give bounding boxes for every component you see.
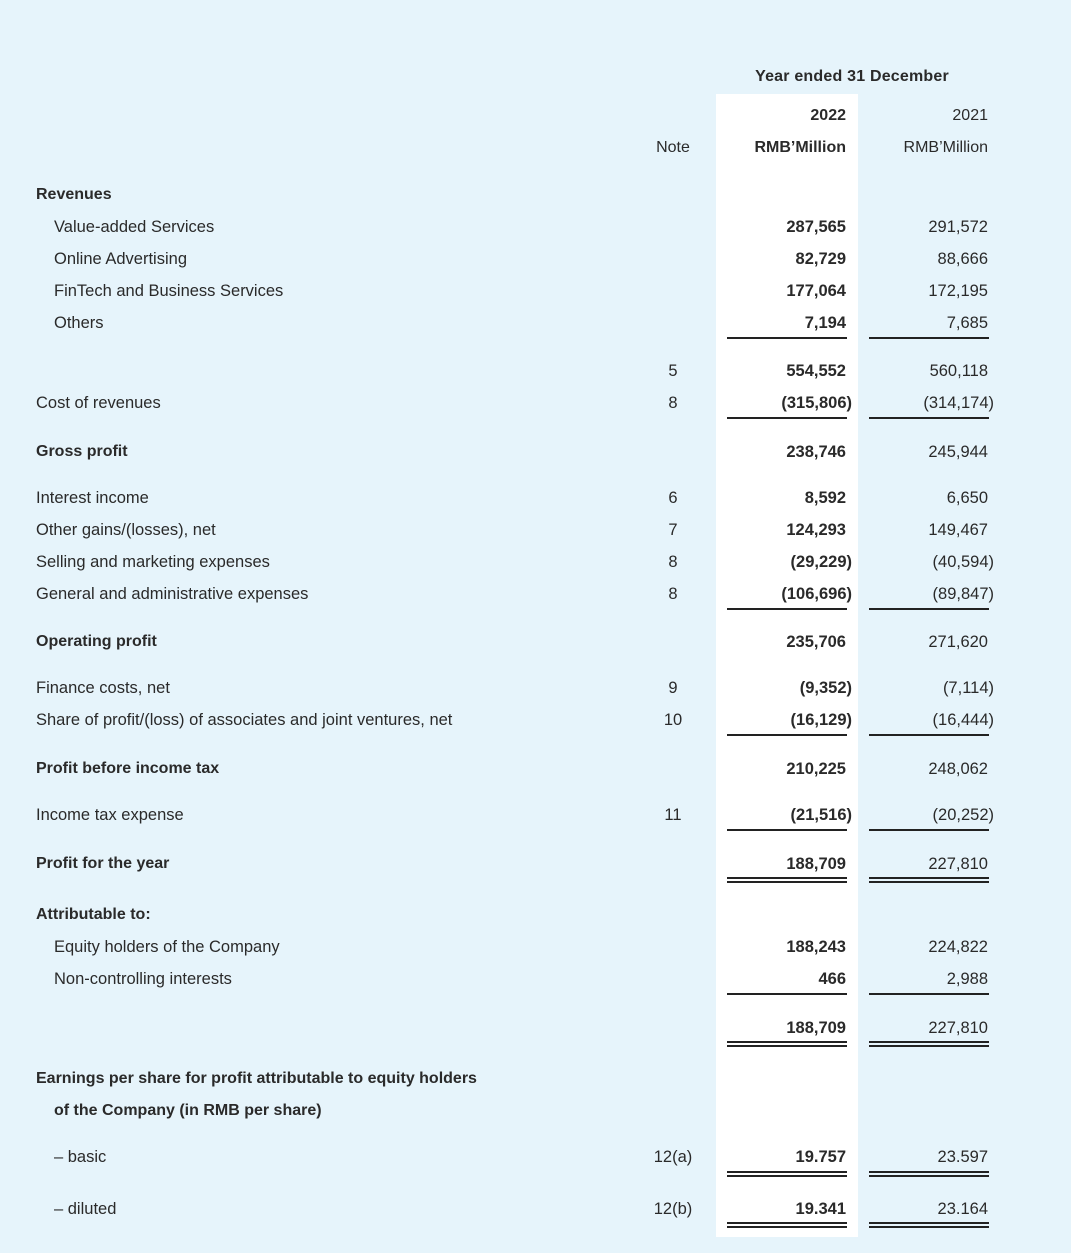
value-2022: 238,746 (786, 443, 846, 461)
note-ref: 8 (668, 585, 678, 603)
row-label: – diluted (54, 1200, 117, 1218)
row-label: Value-added Services (54, 218, 215, 236)
subtotal-rule (869, 337, 989, 339)
unit-2022-header: RMB’Million (754, 139, 846, 156)
selling-row (0, 551, 1071, 573)
value-2021: 23.597 (937, 1148, 988, 1166)
value-2022: 287,565 (786, 218, 846, 236)
unit-2021-header: RMB’Million (903, 139, 988, 156)
pbt-row (0, 758, 1071, 780)
row-label: Profit for the year (36, 855, 170, 872)
eps-heading-row-2 (0, 1100, 1071, 1122)
subtotal-rule (727, 417, 847, 419)
total-double-rule (869, 1041, 989, 1047)
row-label: Non-controlling interests (54, 970, 232, 988)
row-label: Operating profit (36, 633, 157, 650)
row-label: Other gains/(losses), net (36, 521, 216, 539)
value-2022: 19.757 (795, 1148, 846, 1166)
total-double-rule (727, 1222, 847, 1228)
eps-diluted-row (0, 1198, 1071, 1220)
note-ref: 11 (664, 806, 682, 824)
value-2022: (16,129) (790, 711, 852, 729)
value-2021: 227,810 (928, 855, 988, 873)
subtotal-rule (869, 608, 989, 610)
note-header: Note (656, 139, 690, 156)
value-2021: 227,810 (928, 1019, 988, 1037)
value-2021: 271,620 (928, 633, 988, 651)
row-label: – basic (54, 1148, 107, 1166)
note-ref: 6 (668, 489, 678, 507)
note-ref: 8 (668, 394, 678, 412)
value-2021: 224,822 (928, 938, 988, 956)
subtotal-rule (727, 993, 847, 995)
equity-holders-row (0, 936, 1071, 958)
share-associates-row (0, 709, 1071, 731)
total-double-rule (869, 1222, 989, 1228)
period-header: Year ended 31 December (755, 68, 949, 85)
value-2022: 7,194 (804, 314, 846, 332)
subtotal-rule (727, 608, 847, 610)
value-2022: 188,709 (786, 855, 846, 873)
value-2021: 560,118 (929, 362, 988, 380)
row-label: Equity holders of the Company (54, 938, 280, 956)
total-double-rule (727, 1171, 847, 1177)
eps-basic-row (0, 1146, 1071, 1168)
value-2021: (20,252) (932, 806, 994, 824)
row-label: Income tax expense (36, 806, 184, 824)
eps-heading-row-1 (0, 1068, 1071, 1090)
value-2021: (7,114) (942, 679, 994, 697)
row-label: Profit before income tax (36, 760, 220, 777)
ga-row (0, 583, 1071, 605)
total-double-rule (727, 1041, 847, 1047)
value-2021: 7,685 (946, 314, 988, 332)
total-double-rule (727, 877, 847, 883)
value-2022: 82,729 (795, 250, 846, 268)
value-2021: (16,444) (932, 711, 994, 729)
row-label: Online Advertising (54, 250, 187, 268)
year-2021-header: 2021 (952, 107, 988, 124)
row-label: Finance costs, net (36, 679, 170, 697)
subtotal-rule (727, 337, 847, 339)
value-2022: (106,696) (781, 585, 852, 603)
operating-profit-row (0, 631, 1071, 653)
online-ad-row (0, 248, 1071, 270)
row-label: Cost of revenues (36, 394, 161, 412)
note-ref: 12(a) (653, 1148, 693, 1166)
subtotal-rule (727, 734, 847, 736)
value-2021: (40,594) (932, 553, 994, 571)
value-2021: 291,572 (928, 218, 988, 236)
value-2021: 248,062 (928, 760, 988, 778)
subtotal-rule (869, 993, 989, 995)
row-label: Interest income (36, 489, 149, 507)
row-label: Revenues (36, 186, 112, 203)
value-2022: 466 (818, 970, 846, 988)
value-2022: 188,709 (786, 1019, 846, 1037)
value-2021: 149,467 (928, 521, 988, 539)
row-label: Selling and marketing expenses (36, 553, 270, 571)
subtotal-rule (869, 829, 989, 831)
interest-income-row (0, 487, 1071, 509)
year-2022-header: 2022 (810, 107, 846, 124)
note-ref: 9 (668, 679, 678, 697)
attributable-heading-row (0, 904, 1071, 926)
value-2022: 188,243 (786, 938, 846, 956)
value-2021: 6,650 (946, 489, 988, 507)
fintech-row (0, 280, 1071, 302)
row-label: of the Company (in RMB per share) (54, 1102, 322, 1119)
row-label: FinTech and Business Services (54, 282, 284, 300)
subtotal-rule (869, 417, 989, 419)
note-ref: 12(b) (653, 1200, 693, 1218)
value-2021: 88,666 (937, 250, 988, 268)
total-double-rule (869, 1171, 989, 1177)
gross-profit-row (0, 441, 1071, 463)
row-label: Attributable to: (36, 906, 151, 923)
value-2021: (314,174) (923, 394, 994, 412)
value-2021: 23.164 (937, 1200, 988, 1218)
row-label: Share of profit/(loss) of associates and joint ventures, net (36, 711, 453, 729)
note-ref: 7 (668, 521, 678, 539)
value-2021: (89,847) (932, 585, 994, 603)
value-2022: 210,225 (786, 760, 846, 778)
income-tax-row (0, 804, 1071, 826)
row-label: Gross profit (36, 443, 128, 460)
value-2022: 235,706 (786, 633, 846, 651)
value-2022: (29,229) (790, 553, 852, 571)
subtotal-rule (869, 734, 989, 736)
total-revenues-row (0, 360, 1071, 382)
total-double-rule (869, 877, 989, 883)
row-label: General and administrative expenses (36, 585, 309, 603)
cost-of-revenues-row (0, 392, 1071, 414)
value-2021: 245,944 (928, 443, 988, 461)
value-2022: 19.341 (795, 1200, 846, 1218)
subtotal-rule (727, 829, 847, 831)
value-2022: (9,352) (799, 679, 852, 697)
profit-for-year-row (0, 853, 1071, 875)
nci-row (0, 968, 1071, 990)
value-2022: 8,592 (804, 489, 846, 507)
note-ref: 10 (663, 711, 683, 729)
attributable-total-row (0, 1017, 1071, 1039)
revenues-heading-row (0, 184, 1071, 206)
other-gains-row (0, 519, 1071, 541)
value-2022: 177,064 (786, 282, 846, 300)
value-2022: 554,552 (786, 362, 846, 380)
value-2022: 124,293 (786, 521, 846, 539)
note-ref: 8 (668, 553, 678, 571)
others-row (0, 312, 1071, 334)
finance-costs-row (0, 677, 1071, 699)
value-2022: (315,806) (781, 394, 852, 412)
value-2021: 2,988 (946, 970, 988, 988)
row-label: Earnings per share for profit attributable to equity holders (36, 1070, 477, 1087)
note-ref: 5 (668, 362, 678, 380)
row-label: Others (54, 314, 104, 332)
value-2021: 172,195 (928, 282, 988, 300)
value-2022: (21,516) (790, 806, 852, 824)
vas-row (0, 216, 1071, 238)
